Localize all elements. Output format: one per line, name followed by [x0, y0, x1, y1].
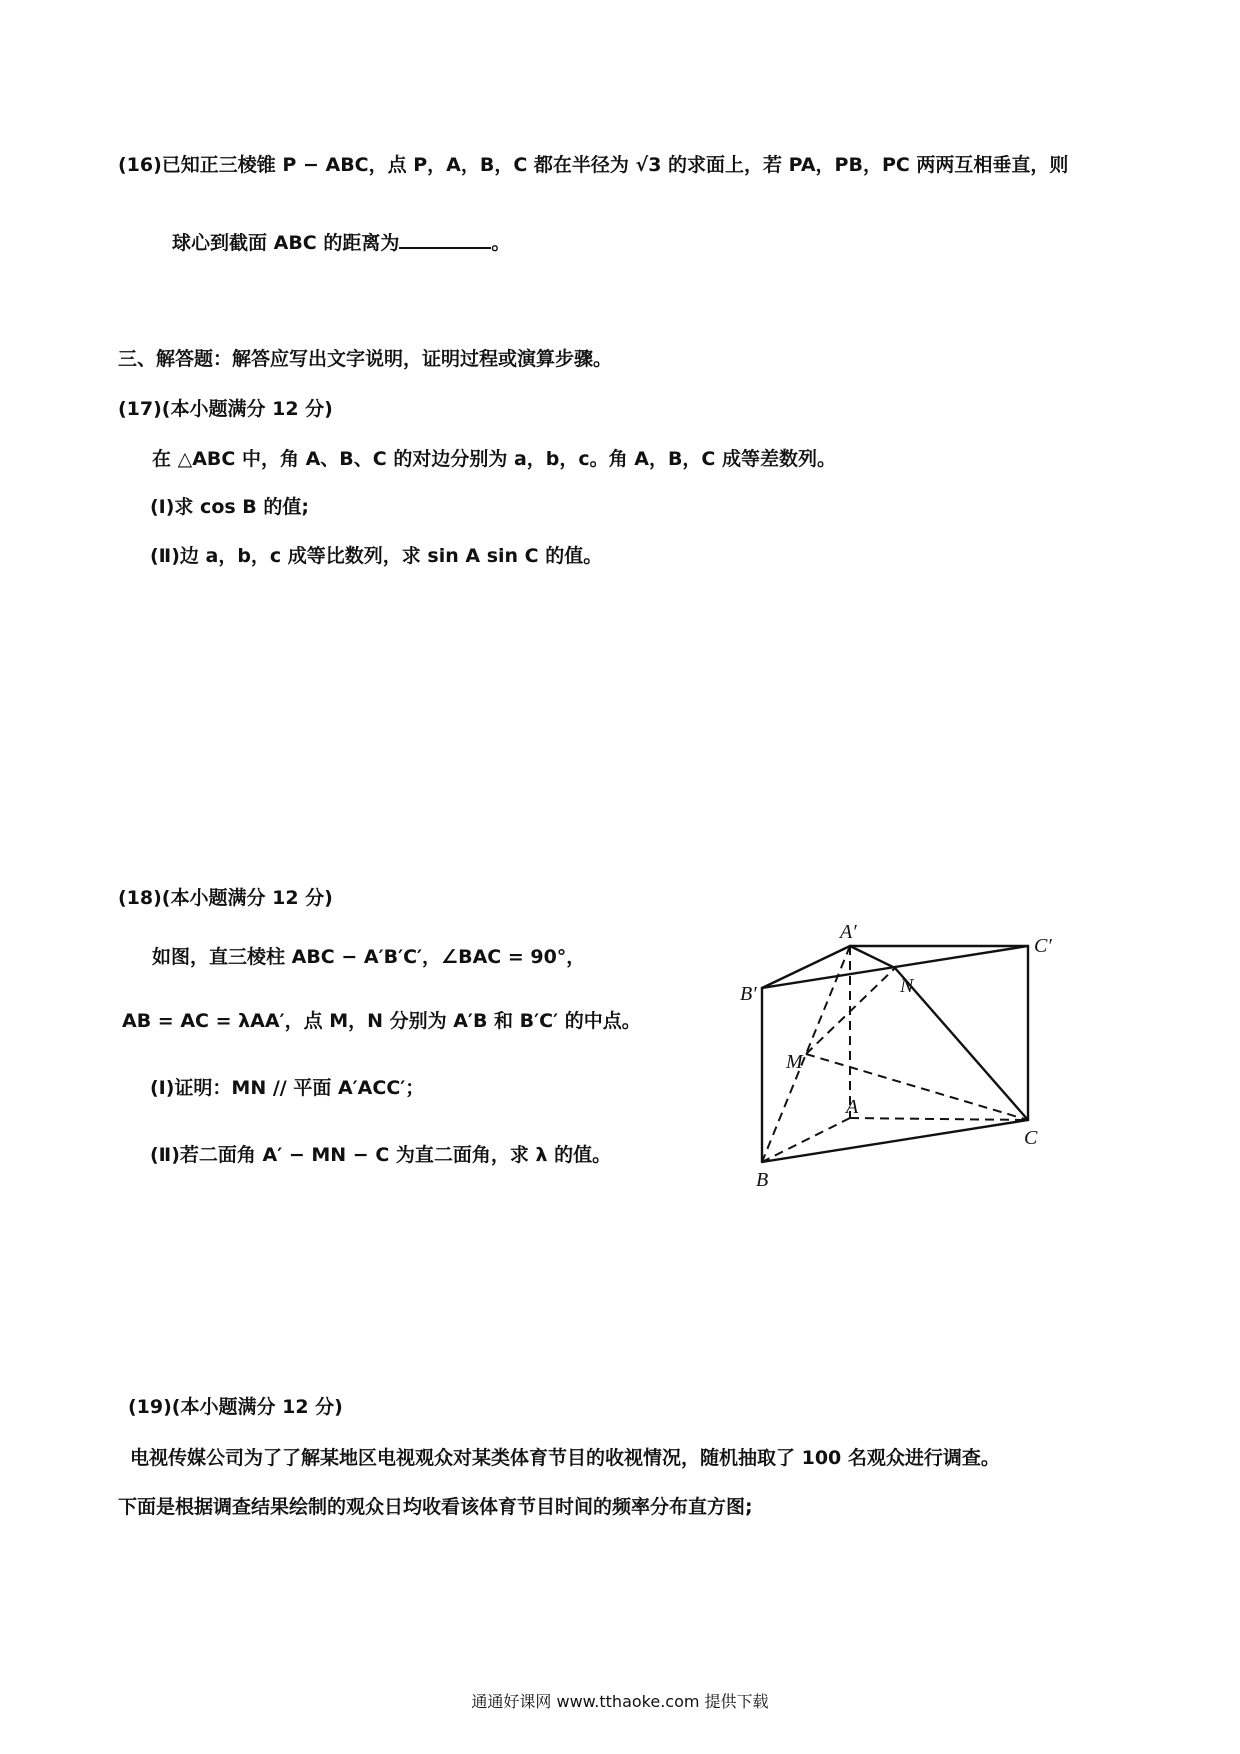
- page-footer: 通通好课网 www.tthaoke.com 提供下载: [471, 1692, 769, 1711]
- q17-part1: (Ⅰ)求 cos B 的值;: [150, 496, 309, 518]
- label-Bprime: B′: [740, 983, 757, 1005]
- segment-N-C: [895, 968, 1028, 1120]
- q19-header: (19)(本小题满分 12 分): [128, 1396, 343, 1418]
- section-heading: 三、解答题：解答应写出文字说明，证明过程或演算步骤。: [118, 348, 613, 370]
- q18-stem1: 如图，直三棱柱 ABC − A′B′C′，∠BAC = 90°，: [152, 946, 586, 968]
- hidden-segment-M-C: [806, 1054, 1028, 1120]
- q18-header: (18)(本小题满分 12 分): [118, 887, 333, 909]
- q17-stem: 在 △ABC 中，角 A、B、C 的对边分别为 a，b，c。角 A，B，C 成等差数列。: [152, 448, 836, 470]
- label-N: N: [900, 975, 914, 997]
- q19-line1: 电视传媒公司为了了解某地区电视观众对某类体育节目的收视情况，随机抽取了 100 名观众进行调查。: [130, 1447, 1000, 1469]
- prism-figure: [740, 920, 1070, 1200]
- label-C: C: [1024, 1127, 1038, 1149]
- label-B: B: [756, 1169, 769, 1191]
- segment-Aprime-N: [850, 946, 895, 968]
- label-M: M: [786, 1051, 803, 1073]
- label-Aprime: A′: [840, 921, 857, 943]
- q17-part2: (Ⅱ)边 a，b，c 成等比数列，求 sin A sin C 的值。: [150, 545, 603, 567]
- q18-stem2: AB = AC = λAA′，点 M，N 分别为 A′B 和 B′C′ 的中点。: [122, 1010, 641, 1032]
- q16-line2-text: 球心到截面 ABC 的距离为: [172, 232, 400, 254]
- q16-line1: (16)已知正三棱锥 P − ABC，点 P，A，B，C 都在半径为 √3 的求面上，若 PA，PB，PC 两两互相垂直，则: [118, 154, 1069, 176]
- q18-part1: (Ⅰ)证明：MN // 平面 A′ACC′；: [150, 1077, 425, 1099]
- q19-line2: 下面是根据调查结果绘制的观众日均收看该体育节目时间的频率分布直方图;: [118, 1496, 753, 1518]
- hidden-edge-A-C: [850, 1118, 1028, 1120]
- q18-part2: (Ⅱ)若二面角 A′ − MN − C 为直二面角，求 λ 的值。: [150, 1144, 612, 1166]
- label-Cprime: C′: [1034, 935, 1052, 957]
- label-A: A: [846, 1096, 859, 1118]
- q16-line2: [172, 228, 510, 255]
- answer-blank: [399, 229, 491, 249]
- q17-header: (17)(本小题满分 12 分): [118, 398, 333, 420]
- q16-line2-end: 。: [491, 232, 511, 254]
